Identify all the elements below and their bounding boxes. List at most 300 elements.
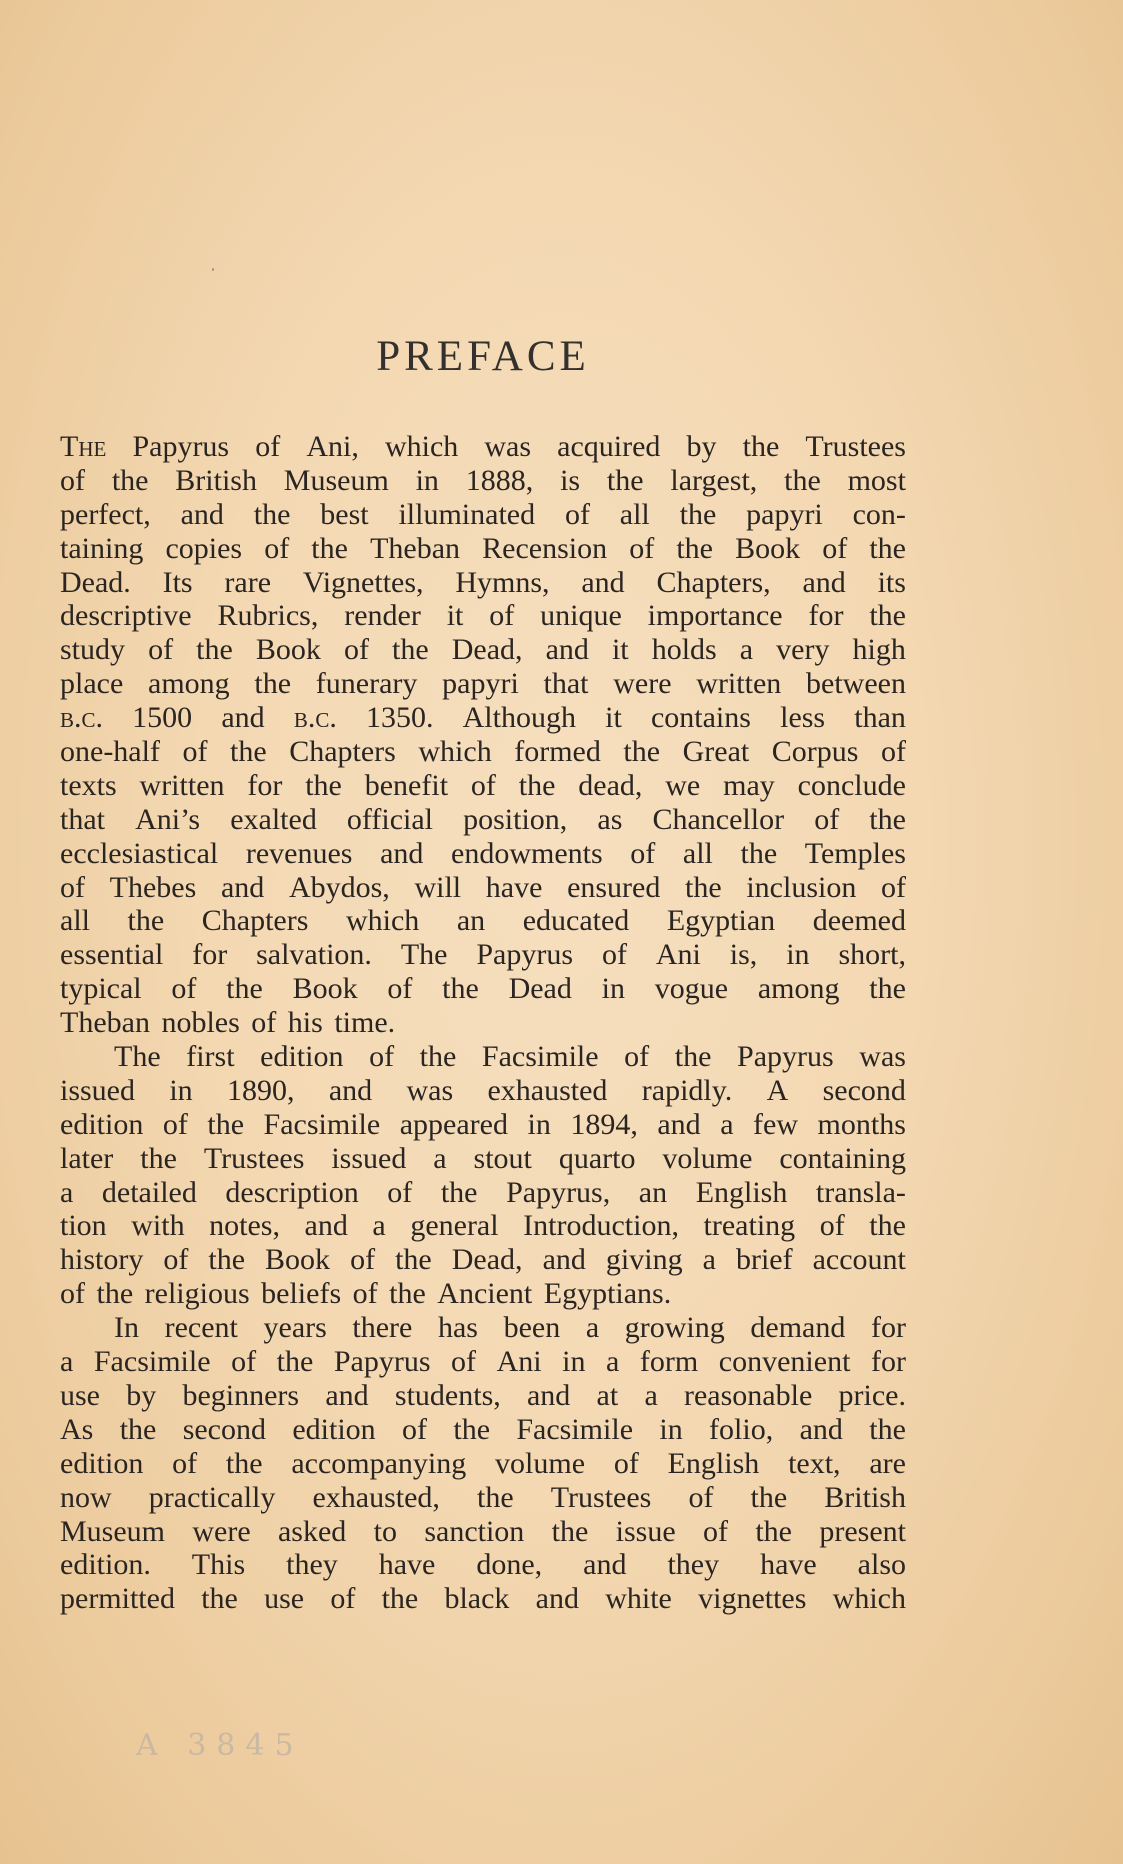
text-word: render bbox=[344, 599, 421, 633]
text-word: was bbox=[406, 1073, 454, 1107]
text-word: the bbox=[440, 1175, 478, 1209]
text-word: and bbox=[221, 701, 265, 735]
text-word: issue bbox=[615, 1514, 676, 1548]
text-word: which bbox=[418, 735, 492, 769]
text-word: the bbox=[395, 1243, 432, 1277]
text-word: the bbox=[392, 633, 429, 667]
text-word: taining bbox=[60, 531, 144, 565]
text-word: Chapters bbox=[201, 904, 309, 938]
text-word: Trustees bbox=[550, 1480, 652, 1514]
text-word: containing bbox=[779, 1141, 906, 1175]
text-word: Book bbox=[735, 531, 801, 565]
text-word: of bbox=[350, 1243, 376, 1277]
text-word: the bbox=[207, 1107, 245, 1141]
text-word: Temples bbox=[804, 836, 906, 870]
text-word: are bbox=[869, 1446, 906, 1480]
text-word: deemed bbox=[812, 904, 906, 938]
text-word: and bbox=[535, 1582, 579, 1616]
text-word: of bbox=[630, 836, 656, 870]
text-word: issued bbox=[331, 1141, 407, 1175]
preface-body bbox=[60, 430, 906, 1616]
text-word: revenues bbox=[245, 836, 353, 870]
text-word: has bbox=[437, 1311, 478, 1345]
text-word: position, bbox=[463, 802, 568, 836]
text-word: stout bbox=[473, 1141, 532, 1175]
text-word: of bbox=[255, 430, 281, 463]
text-word: will bbox=[414, 870, 462, 904]
text-word: were bbox=[192, 1514, 251, 1548]
text-line bbox=[60, 1209, 906, 1243]
text-word: Ani’s bbox=[135, 802, 201, 836]
text-word: ensured bbox=[567, 870, 661, 904]
text-word: edition bbox=[60, 1107, 144, 1141]
text-word: funerary bbox=[315, 667, 418, 701]
text-word: description bbox=[225, 1175, 359, 1209]
text-word: dead, bbox=[578, 768, 643, 802]
text-word: of bbox=[163, 1243, 189, 1277]
text-word: Dead. bbox=[60, 565, 131, 599]
text-word: use bbox=[60, 1378, 100, 1412]
text-word: the bbox=[208, 1243, 246, 1277]
text-word: Hymns, bbox=[455, 565, 550, 599]
text-word: and bbox=[220, 870, 265, 904]
text-line bbox=[60, 735, 906, 769]
text-word: done, bbox=[476, 1548, 543, 1582]
text-word: in bbox=[562, 1345, 586, 1379]
text-word: of bbox=[60, 463, 85, 497]
text-word: and bbox=[545, 633, 589, 667]
text-word: second bbox=[182, 1412, 266, 1446]
text-word: of bbox=[148, 633, 174, 667]
text-word: exalted bbox=[230, 802, 317, 836]
text-word: most bbox=[847, 463, 906, 497]
text-line bbox=[60, 667, 906, 701]
text-line bbox=[60, 532, 906, 566]
text-word: the bbox=[869, 972, 906, 1006]
text-word: general bbox=[410, 1209, 499, 1243]
text-word: one-half bbox=[60, 735, 160, 769]
text-word: exhausted bbox=[487, 1073, 608, 1107]
text-word: less bbox=[780, 701, 826, 735]
text-word: copies bbox=[165, 531, 243, 565]
text-word: Book bbox=[265, 1243, 331, 1277]
text-word: the bbox=[518, 768, 556, 802]
text-word: endowments bbox=[451, 836, 603, 870]
text-word: and bbox=[325, 1378, 369, 1412]
text-word: the bbox=[196, 633, 233, 667]
text-word: is bbox=[560, 463, 581, 497]
text-word: a bbox=[606, 1345, 620, 1379]
text-word: British bbox=[175, 463, 257, 497]
text-word: Although bbox=[462, 701, 576, 735]
text-word: there bbox=[352, 1311, 413, 1345]
text-word: Egyptian bbox=[666, 904, 776, 938]
text-word: Papyrus bbox=[132, 430, 230, 463]
text-word: Chapters, bbox=[656, 565, 771, 599]
text-word: a bbox=[585, 1311, 600, 1345]
text-word: a bbox=[60, 1345, 74, 1379]
text-word: and bbox=[802, 565, 846, 599]
text-word: high bbox=[852, 633, 906, 667]
text-line bbox=[60, 430, 906, 464]
text-word: the bbox=[453, 1412, 491, 1446]
text-word: study bbox=[60, 633, 126, 667]
text-word: giving bbox=[605, 1243, 683, 1277]
text-word: at bbox=[596, 1378, 619, 1412]
text-word: tion bbox=[60, 1209, 107, 1243]
text-word: Trustees bbox=[805, 430, 906, 463]
text-word: price. bbox=[838, 1378, 906, 1412]
text-word: educated bbox=[522, 904, 630, 938]
text-word: religious bbox=[144, 1277, 262, 1311]
text-word: than bbox=[854, 701, 906, 735]
text-word: now bbox=[60, 1480, 112, 1514]
text-line bbox=[60, 566, 906, 600]
text-word: they bbox=[667, 1548, 720, 1582]
text-word: Ani, bbox=[306, 430, 359, 463]
text-word: the bbox=[623, 735, 661, 769]
text-word: British bbox=[824, 1480, 906, 1514]
text-word: all bbox=[682, 836, 713, 870]
text-word: first bbox=[186, 1040, 235, 1074]
text-word: the bbox=[276, 1345, 314, 1379]
text-word: of bbox=[182, 735, 208, 769]
text-word: the bbox=[419, 1040, 457, 1074]
text-word: the bbox=[389, 1277, 438, 1311]
text-word: rare bbox=[224, 565, 272, 599]
text-word: which bbox=[384, 430, 459, 463]
text-word: The bbox=[60, 430, 107, 463]
text-line bbox=[60, 1311, 906, 1345]
text-word: of bbox=[703, 1514, 728, 1548]
text-word: folio, bbox=[709, 1412, 774, 1446]
text-word: text, bbox=[788, 1446, 841, 1480]
text-word: a bbox=[372, 1209, 386, 1243]
text-word: which bbox=[832, 1582, 906, 1616]
text-word: place bbox=[60, 667, 124, 701]
text-line bbox=[60, 1548, 906, 1582]
text-word: illuminated bbox=[398, 497, 536, 531]
text-word: Papyrus, bbox=[506, 1175, 611, 1209]
text-word: the bbox=[869, 1209, 906, 1243]
text-line bbox=[60, 871, 906, 905]
text-word: the bbox=[676, 531, 713, 565]
text-word: of bbox=[172, 1446, 198, 1480]
text-line bbox=[60, 803, 906, 837]
text-word: vogue bbox=[654, 972, 729, 1006]
text-word: volume bbox=[495, 1446, 586, 1480]
text-word: written bbox=[696, 667, 782, 701]
text-word: students, bbox=[394, 1378, 501, 1412]
text-word: form bbox=[639, 1345, 699, 1379]
text-word: short, bbox=[838, 938, 906, 972]
text-word: have bbox=[760, 1548, 817, 1582]
text-word: Facsimile bbox=[263, 1107, 381, 1141]
text-word: and bbox=[583, 1548, 627, 1582]
text-word: Rubrics, bbox=[217, 599, 319, 633]
text-word: typical bbox=[60, 972, 142, 1006]
text-word: a bbox=[720, 1107, 734, 1141]
text-word: it bbox=[446, 599, 464, 633]
text-word: recent bbox=[164, 1311, 238, 1345]
text-word: in bbox=[169, 1073, 193, 1107]
text-word: papyri bbox=[746, 497, 823, 531]
text-word: and bbox=[328, 1073, 373, 1107]
text-word: nobles bbox=[161, 1006, 252, 1040]
text-word: later bbox=[60, 1141, 114, 1175]
text-word: Corpus bbox=[771, 735, 859, 769]
text-word: b.c. bbox=[60, 701, 104, 735]
text-line bbox=[60, 1345, 906, 1379]
text-word: Introduction, bbox=[523, 1209, 679, 1243]
text-line bbox=[60, 464, 906, 498]
text-word: for bbox=[192, 938, 228, 972]
text-line bbox=[60, 1582, 906, 1616]
text-word: account bbox=[812, 1243, 906, 1277]
text-word: convenient bbox=[718, 1345, 851, 1379]
text-word: the bbox=[230, 735, 267, 769]
text-word: the bbox=[606, 463, 644, 497]
text-word: a bbox=[702, 1243, 716, 1277]
text-word: few bbox=[753, 1107, 799, 1141]
text-word: asked bbox=[277, 1514, 347, 1548]
text-line bbox=[60, 1277, 906, 1311]
text-word: in bbox=[786, 938, 810, 972]
text-word: edition. bbox=[60, 1548, 151, 1582]
text-word: black bbox=[444, 1582, 510, 1616]
text-word: all bbox=[619, 497, 650, 531]
text-word: papyri bbox=[442, 667, 519, 701]
text-line bbox=[60, 1006, 906, 1040]
text-word: the bbox=[869, 531, 906, 565]
text-word: of bbox=[601, 938, 627, 972]
text-word: was bbox=[859, 1040, 906, 1074]
text-word: exhausted, bbox=[312, 1480, 440, 1514]
text-word: benefit bbox=[364, 768, 449, 802]
text-word: The bbox=[400, 938, 448, 972]
text-word: with bbox=[131, 1209, 185, 1243]
text-word: the bbox=[381, 1582, 419, 1616]
text-word: sanction bbox=[424, 1514, 525, 1548]
text-word: the bbox=[551, 1514, 589, 1548]
text-word: the bbox=[96, 1277, 145, 1311]
text-line bbox=[60, 701, 906, 735]
text-word: a bbox=[739, 633, 754, 667]
text-word: 1890, bbox=[227, 1073, 295, 1107]
text-word: a bbox=[644, 1378, 658, 1412]
text-word: written bbox=[139, 768, 225, 802]
text-word: among bbox=[757, 972, 840, 1006]
text-word: holds bbox=[651, 633, 717, 667]
text-word: of bbox=[369, 1040, 395, 1074]
text-line bbox=[60, 972, 906, 1006]
text-word: and bbox=[657, 1107, 701, 1141]
text-line bbox=[60, 769, 906, 803]
text-word: of bbox=[402, 1412, 428, 1446]
text-word: of bbox=[629, 531, 655, 565]
text-word: it bbox=[605, 701, 622, 735]
text-word: formed bbox=[514, 735, 601, 769]
text-word: Papyrus bbox=[333, 1345, 431, 1379]
text-word: Abydos, bbox=[288, 870, 390, 904]
text-word: the bbox=[201, 1582, 238, 1616]
text-word: accompanying bbox=[291, 1446, 467, 1480]
text-word: the bbox=[742, 430, 780, 463]
text-word: by bbox=[686, 430, 717, 463]
text-line bbox=[60, 1176, 906, 1210]
text-line bbox=[60, 1074, 906, 1108]
text-word: of bbox=[470, 768, 496, 802]
text-word: beliefs bbox=[261, 1277, 353, 1311]
text-word: the bbox=[674, 1040, 712, 1074]
text-word: among bbox=[148, 667, 230, 701]
text-line bbox=[60, 1040, 906, 1074]
text-word: of bbox=[613, 1446, 639, 1480]
text-word: Papyrus bbox=[476, 938, 574, 972]
text-word: may bbox=[723, 768, 775, 802]
text-word: edition bbox=[60, 1446, 144, 1480]
text-word: for bbox=[870, 1345, 906, 1379]
text-word: contains bbox=[650, 701, 751, 735]
text-word: Book bbox=[255, 633, 321, 667]
text-line bbox=[60, 1379, 906, 1413]
text-word: reasonable bbox=[684, 1378, 813, 1412]
text-word: were bbox=[613, 667, 672, 701]
text-word: an bbox=[456, 904, 486, 938]
text-line bbox=[60, 837, 906, 871]
text-word: of bbox=[814, 802, 840, 836]
text-word: and bbox=[799, 1412, 843, 1446]
text-word: brief bbox=[735, 1243, 793, 1277]
text-word: Thebes bbox=[109, 870, 197, 904]
text-word: they bbox=[286, 1548, 338, 1582]
text-word: conclude bbox=[797, 768, 906, 802]
text-word: of bbox=[387, 972, 413, 1006]
text-word: Theban bbox=[60, 1006, 162, 1040]
text-word: descriptive bbox=[60, 599, 192, 633]
text-word: practically bbox=[148, 1480, 276, 1514]
text-word: beginners bbox=[182, 1378, 300, 1412]
text-word: Book bbox=[292, 972, 358, 1006]
text-word: 1500 bbox=[132, 701, 193, 735]
text-line bbox=[60, 1515, 906, 1549]
text-word: detailed bbox=[101, 1175, 197, 1209]
text-word: that bbox=[60, 802, 105, 836]
text-word: con- bbox=[852, 497, 906, 531]
text-line bbox=[60, 599, 906, 633]
text-word: of bbox=[880, 735, 906, 769]
text-word: Facsimile bbox=[481, 1040, 599, 1074]
library-stamp-number: A 3845 bbox=[136, 1728, 304, 1763]
text-word: In bbox=[114, 1311, 139, 1345]
text-word: volume bbox=[662, 1141, 753, 1175]
text-word: the bbox=[311, 531, 348, 565]
text-word: Chapters bbox=[289, 735, 396, 769]
paper-speck bbox=[212, 268, 214, 271]
text-word: an bbox=[638, 1175, 668, 1209]
text-word: to bbox=[373, 1514, 397, 1548]
text-word: have bbox=[378, 1548, 436, 1582]
text-word: of bbox=[822, 531, 848, 565]
text-word: that bbox=[543, 667, 589, 701]
text-word: Its bbox=[162, 565, 193, 599]
text-word: unique bbox=[540, 599, 622, 633]
text-word: the bbox=[755, 1514, 792, 1548]
text-line bbox=[60, 904, 906, 938]
text-word: the bbox=[869, 1412, 906, 1446]
text-word: best bbox=[320, 497, 369, 531]
text-word: Trustees bbox=[203, 1141, 305, 1175]
page-title: PREFACE bbox=[376, 333, 590, 380]
text-word: months bbox=[817, 1107, 906, 1141]
text-word: of bbox=[264, 531, 290, 565]
text-word: his bbox=[287, 1006, 335, 1040]
text-word: 1894, bbox=[570, 1107, 638, 1141]
text-word: the bbox=[254, 667, 292, 701]
text-word: use bbox=[264, 1582, 305, 1616]
text-line bbox=[60, 1142, 906, 1176]
text-word: quarto bbox=[558, 1141, 636, 1175]
text-word: issued bbox=[60, 1073, 135, 1107]
text-word: in bbox=[601, 972, 625, 1006]
text-word: the bbox=[750, 1480, 788, 1514]
text-word: b.c. bbox=[293, 701, 337, 735]
text-line bbox=[60, 1481, 906, 1515]
text-word: importance bbox=[647, 599, 783, 633]
text-word: 1888, bbox=[465, 463, 534, 497]
text-word: by bbox=[126, 1378, 157, 1412]
text-word: its bbox=[877, 565, 906, 599]
text-word: Theban bbox=[370, 531, 461, 565]
text-word: of bbox=[352, 1277, 390, 1311]
text-word: growing bbox=[624, 1311, 725, 1345]
text-word: for bbox=[870, 1311, 906, 1345]
text-word: of bbox=[162, 1107, 188, 1141]
text-word: As bbox=[60, 1412, 94, 1446]
text-word: of bbox=[489, 599, 515, 633]
text-word: and bbox=[304, 1209, 348, 1243]
text-word: the bbox=[869, 802, 906, 836]
text-word: is, bbox=[729, 938, 758, 972]
text-word: Ani bbox=[655, 938, 701, 972]
text-word: Dead bbox=[508, 972, 572, 1006]
text-word: and bbox=[180, 497, 224, 531]
text-word: Chancellor bbox=[652, 802, 785, 836]
text-word: of bbox=[171, 972, 197, 1006]
text-word: Ancient bbox=[437, 1277, 544, 1311]
text-word: we bbox=[665, 768, 701, 802]
text-word: and bbox=[526, 1378, 571, 1412]
text-word: the bbox=[305, 768, 342, 802]
text-word: permitted bbox=[60, 1582, 175, 1616]
text-word: the bbox=[679, 497, 717, 531]
text-word: in bbox=[415, 463, 439, 497]
text-word: very bbox=[776, 633, 830, 667]
text-word: Museum bbox=[60, 1514, 165, 1548]
text-word: Dead, bbox=[451, 633, 523, 667]
text-word: notes, bbox=[209, 1209, 280, 1243]
text-word: of bbox=[880, 870, 906, 904]
text-word: salvation. bbox=[256, 938, 372, 972]
text-word: of bbox=[60, 870, 85, 904]
text-word: and bbox=[542, 1243, 586, 1277]
text-word: essential bbox=[60, 938, 164, 972]
text-word: it bbox=[611, 633, 629, 667]
text-word: Dead, bbox=[451, 1243, 523, 1277]
text-word: in bbox=[527, 1107, 551, 1141]
text-word: and bbox=[581, 565, 625, 599]
text-word: as bbox=[597, 802, 623, 836]
